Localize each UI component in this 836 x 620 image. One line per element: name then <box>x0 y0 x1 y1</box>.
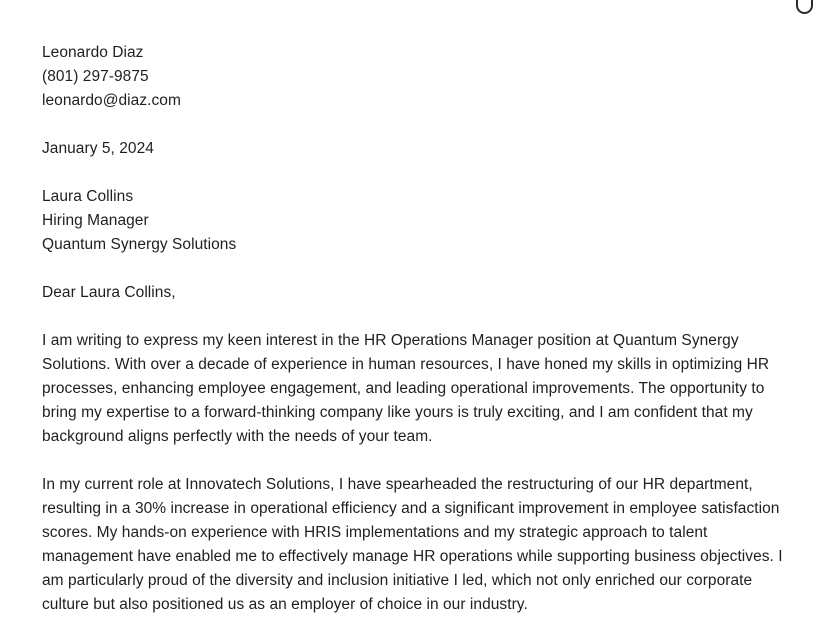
body-paragraph-1: I am writing to express my keen interest in the HR Operations Manager position at Quantum Synergy Solutions. With over a decade of experience in human resources, I have honed my skills in optimizing HR processes, enhancing employee engagement, and leading operational improvements. The opportunity to bring my expertise to a forward-thinking company like yours is truly exciting, and I am confident that my background aligns perfectly with the needs of your team. <box>42 332 770 445</box>
salutation: Dear Laura Collins, <box>42 284 176 301</box>
sender-name: Leonardo Diaz <box>42 44 144 61</box>
scroll-handle-icon <box>796 0 813 14</box>
recipient-company: Quantum Synergy Solutions <box>42 236 237 253</box>
cover-letter <box>42 41 802 617</box>
spacer <box>42 449 802 473</box>
letter-date: January 5, 2024 <box>42 140 154 157</box>
sender-email: leonardo@diaz.com <box>42 92 181 109</box>
body-paragraph-2: In my current role at Innovatech Solutions, I have spearheaded the restructuring of our HR department, resulting in a 30% increase in operational efficiency and a significant improvement in employee satisfaction scores. My hands-on experience with HRIS implementations and my strategic approach to talent management have enabled me to effectively manage HR operations while supporting business objectives. I am particularly proud of the diversity and inclusion initiative I led, which not only enriched our corporate culture but also positioned us as an employer of choice in our industry. <box>42 476 783 613</box>
spacer <box>42 305 802 329</box>
spacer <box>42 257 802 281</box>
sender-block <box>42 41 802 113</box>
recipient-title: Hiring Manager <box>42 212 149 229</box>
recipient-block <box>42 185 802 257</box>
spacer <box>42 113 802 137</box>
recipient-name: Laura Collins <box>42 188 134 205</box>
spacer <box>42 161 802 185</box>
sender-phone: (801) 297-9875 <box>42 68 149 85</box>
